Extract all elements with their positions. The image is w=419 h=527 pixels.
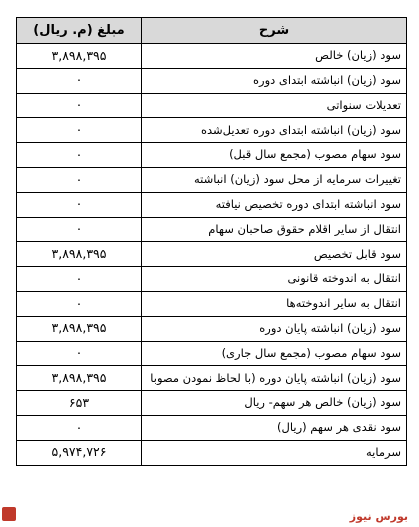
row-description: سود (زیان) خالص (142, 44, 407, 69)
table-row (17, 366, 407, 391)
row-amount: ۳,۸۹۸,۳۹۵ (17, 242, 142, 267)
table-row (17, 316, 407, 341)
table-row (17, 291, 407, 316)
table-row (17, 440, 407, 465)
row-description: سود سهام مصوب (مجمع سال قبل) (142, 143, 407, 168)
table-row (17, 267, 407, 292)
row-amount: ۰ (17, 167, 142, 192)
table-row (17, 68, 407, 93)
header-amount: مبلغ (م. ریال) (17, 18, 142, 44)
row-amount: ۰ (17, 118, 142, 143)
table-row (17, 341, 407, 366)
row-amount: ۵,۹۷۴,۷۲۶ (17, 440, 142, 465)
table-row (17, 118, 407, 143)
row-description: سود (زیان) انباشته ابتدای دوره تعدیل‌شده (142, 118, 407, 143)
row-description: سود (زیان) خالص هر سهم- ریال (142, 391, 407, 416)
row-description: انتقال به سایر اندوخته‌ها (142, 291, 407, 316)
table-row (17, 415, 407, 440)
row-amount: ۳,۸۹۸,۳۹۵ (17, 366, 142, 391)
row-amount: ۰ (17, 291, 142, 316)
row-description: سود (زیان) انباشته ابتدای دوره (142, 68, 407, 93)
row-description: تعدیلات سنواتی (142, 93, 407, 118)
row-amount: ۰ (17, 143, 142, 168)
row-description: سود نقدی هر سهم (ریال) (142, 415, 407, 440)
row-amount: ۶۵۳ (17, 391, 142, 416)
profit-distribution-table (16, 17, 407, 466)
row-description: سود قابل تخصیص (142, 242, 407, 267)
row-amount: ۳,۸۹۸,۳۹۵ (17, 316, 142, 341)
row-amount: ۳,۸۹۸,۳۹۵ (17, 44, 142, 69)
row-amount: ۰ (17, 192, 142, 217)
table-row (17, 391, 407, 416)
row-description: انتقال به اندوخته قانونی (142, 267, 407, 292)
row-amount: ۰ (17, 267, 142, 292)
table-row (17, 167, 407, 192)
row-description: سود (زیان) انباشته پایان دوره (142, 316, 407, 341)
row-amount: ۰ (17, 68, 142, 93)
table-row (17, 242, 407, 267)
row-description: سرمایه (142, 440, 407, 465)
table-row (17, 93, 407, 118)
row-amount: ۰ (17, 93, 142, 118)
row-description: سود انباشته ابتدای دوره تخصیص نیافته (142, 192, 407, 217)
table-row (17, 143, 407, 168)
table-row (17, 44, 407, 69)
table-row (17, 217, 407, 242)
row-description: انتقال از سایر اقلام حقوق صاحبان سهام (142, 217, 407, 242)
brand-logo-icon (2, 507, 16, 521)
row-amount: ۰ (17, 217, 142, 242)
row-amount: ۰ (17, 341, 142, 366)
row-amount: ۰ (17, 415, 142, 440)
header-description: شرح (142, 18, 407, 44)
row-description: سود (زیان) انباشته پایان دوره (با لحاظ نمودن مصوبا (142, 366, 407, 391)
row-description: سود سهام مصوب (مجمع سال جاری) (142, 341, 407, 366)
table-row (17, 192, 407, 217)
row-description: تغییرات سرمایه از محل سود (زیان) انباشته (142, 167, 407, 192)
table-header-row (17, 18, 407, 44)
watermark: بورس نیوز (347, 510, 411, 523)
